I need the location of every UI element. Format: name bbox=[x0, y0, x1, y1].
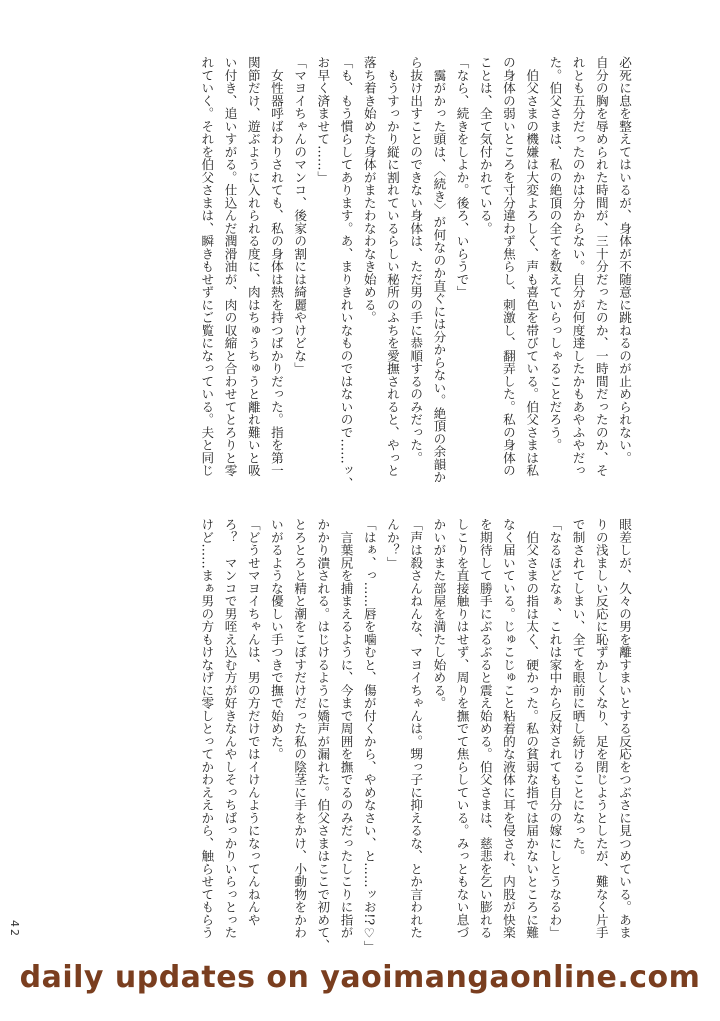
text-line: お早く済ませて……」 bbox=[315, 56, 331, 184]
text-line: 自分の胸を辱められた時間が、三十分だったのか、一時間だったのか、そ bbox=[593, 56, 609, 477]
text-line: を期待して勝手にぶるぶると震え始める。伯父さまは、慈悲を乞い膨れる bbox=[477, 518, 493, 939]
text-line: 関節だけ、遊ぶように入れられる度に、肉はちゅうちゅうと離れ難いと吸 bbox=[245, 56, 261, 477]
text-line: なく届いている。じゅこじゅこと粘着的な液体に耳を侵され、内股が快楽 bbox=[500, 518, 516, 939]
text-line: 「なるほどなぁ、これは家中から反対されても自分の嫁にしとうなるわ」 bbox=[547, 518, 563, 939]
text-line: 必死に息を整えてはいるが、身体が不随意に跳ねるのが止められない。 bbox=[617, 56, 632, 464]
text-line: の身体の弱いところを寸分違わず焦らし、刺激し、翻弄した。私の身体の bbox=[500, 56, 516, 477]
text-line: かいがまた部屋を満たし始める。 bbox=[431, 518, 447, 710]
text-line: 伯父さまの機嫌は大変よろしく、声も喜色を帯びている。伯父さまは私 bbox=[524, 56, 540, 477]
text-line: れとも五分だったのかは分からない。自分が何度達したかもあやふやだっ bbox=[570, 56, 586, 477]
text-line: いがるような優しい手つきで撫で始めた。 bbox=[268, 518, 284, 761]
text-line: ろ？ マンコで男咥え込む方が好きなんやしそっちばっかりいらっとった bbox=[222, 518, 238, 939]
text-line: りの浅ましい反応に恥ずかしくなり、足を閉じようとしたが、難なく片手 bbox=[593, 518, 609, 939]
text-line: 眼差しが、久々の男を離すまいとする反応をつぶさに見つめている。あま bbox=[617, 518, 632, 939]
text-line: けど……まぁ男の方もけなげに零しとってかわええから、触らせてもらう bbox=[199, 518, 215, 939]
text-line: ことは、全て気付かれている。 bbox=[477, 56, 493, 235]
text-line: もうすっかり縦に割れているらしい秘所のふちを愛撫されると、やっと bbox=[384, 56, 400, 477]
page-number: 42 bbox=[8, 920, 21, 938]
text-line: しこりを直接触りはせず、周りを撫でて焦らしている。みっともない息づ bbox=[454, 518, 470, 939]
text-line: とろとろと精と潮をこぼすだけだった私の陰茎に手をかけ、小動物をかわ bbox=[292, 518, 308, 939]
text-line: 落ち着き始めた身体がまたわなわなき始める。 bbox=[361, 56, 377, 324]
text-line: 「はぁ、っ……唇を噛むと、傷が付くから、やめなさい、と……ッお!?♡」 bbox=[361, 518, 377, 954]
upper-text-block bbox=[111, 56, 636, 502]
text-line: 靄がかった頭は、〈続き〉が何なのか直ぐには分からない。絶頂の余韻か bbox=[431, 56, 447, 484]
text-line: い付き、追いすがる。仕込んだ潤滑油が、肉の収縮と合わせてとろりと零 bbox=[222, 56, 238, 477]
text-line: 「どうせマヨイちゃんは、男の方だけではイけんようになってんねんや bbox=[245, 518, 261, 926]
text-line: 言葉尻を捕まえるように、今まで周囲を撫でるのみだったしこりに指が bbox=[338, 518, 354, 939]
text-line: 「声は殺さんねんな、マヨイちゃんは。甥っ子に抑えるな、とか言われた bbox=[408, 518, 424, 939]
text-line: んか？」 bbox=[384, 518, 400, 569]
text-line: 「なら、続きをしよか。後ろ、いらうで」 bbox=[454, 56, 470, 299]
text-line: れていく。それを伯父さまは、瞬きもせずにご覧になっている。夫と同じ bbox=[199, 56, 215, 477]
text-line: かかり潰される。はじけるように嬌声が漏れた。伯父さまはここで初めて、 bbox=[315, 518, 331, 952]
text-line: た。伯父さまは、私の絶頂の全てを数えていらっしゃることだろう。 bbox=[547, 56, 563, 452]
text-line: で制されてしまい、全てを眼前に晒し続けることになった。 bbox=[570, 518, 586, 863]
text-line: 「マヨイちゃんのマンコ、後家の割には綺麗やけどな」 bbox=[292, 56, 308, 375]
text-line: 伯父さまの指は太く、硬かった。私の貧弱な指では届かないところに難 bbox=[524, 518, 540, 939]
text-line: ら抜け出すことのできない身体は、ただ男の手に恭順するのみだった。 bbox=[408, 56, 424, 464]
text-line: 「も、もう慣らしてあります。あ、まりきれいなものではないので……ッ、 bbox=[338, 56, 354, 490]
text-line: 女性器呼ばわりされても、私の身体は熱を持つばかりだった。指を第一 bbox=[268, 56, 284, 477]
watermark-text: daily updates on yaoimangaonline.com bbox=[19, 960, 701, 995]
lower-text-block bbox=[111, 518, 636, 966]
